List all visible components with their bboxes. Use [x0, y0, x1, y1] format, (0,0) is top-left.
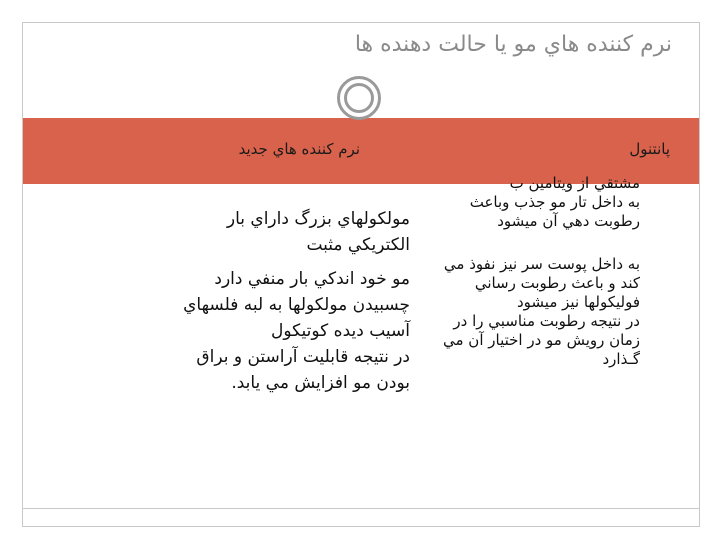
text-line: گـذارد	[602, 350, 640, 368]
right-paragraph-2	[422, 255, 640, 369]
text-line: به داخل تار مو جذب وباعث	[469, 193, 640, 211]
text-line: آسيب ديده كوتيكول	[271, 321, 410, 341]
text-line: رطوبت دهي آن ميشود	[497, 212, 640, 230]
text-line: چسبيدن مولكولها به لبه فلسهاي	[183, 295, 410, 315]
text-line: بودن مو افزايش مي يابد.	[231, 373, 410, 393]
text-line: در نتيجه قابليت آراستن و براق	[196, 347, 410, 367]
text-line: در نتيجه رطوبت مناسبي را در	[453, 312, 640, 330]
text-line: كند و باعث رطوبت رساني	[474, 274, 640, 292]
text-line: الكتريكي مثبت	[306, 235, 410, 255]
left-paragraph-2	[110, 266, 410, 396]
text-line: فوليكولها نيز ميشود	[517, 293, 640, 311]
text-line: مو خود اندكي بار منفي دارد	[214, 269, 410, 289]
text-line: به داخل پوست سر نيز نفوذ مي	[443, 255, 640, 273]
text-line: مشتقي از ويتامين ب	[509, 174, 640, 192]
right-column-text	[422, 174, 640, 393]
text-line: زمان رويش مو در اختيار آن مي	[443, 331, 640, 349]
column-header-panthenol: پانتنول	[629, 140, 670, 158]
slide-title: نرم كننده هاي مو يا حالت دهنده ها	[354, 32, 672, 57]
text-line: مولكولهاي بزرگ داراي بار	[226, 209, 410, 229]
right-paragraph-1	[422, 174, 640, 231]
footer-divider	[23, 508, 699, 515]
left-paragraph-1	[110, 206, 410, 258]
column-header-new-conditioners: نرم كننده هاي جديد	[238, 140, 360, 158]
left-column-text	[110, 206, 410, 404]
decorative-circle-inner-icon	[344, 83, 374, 113]
